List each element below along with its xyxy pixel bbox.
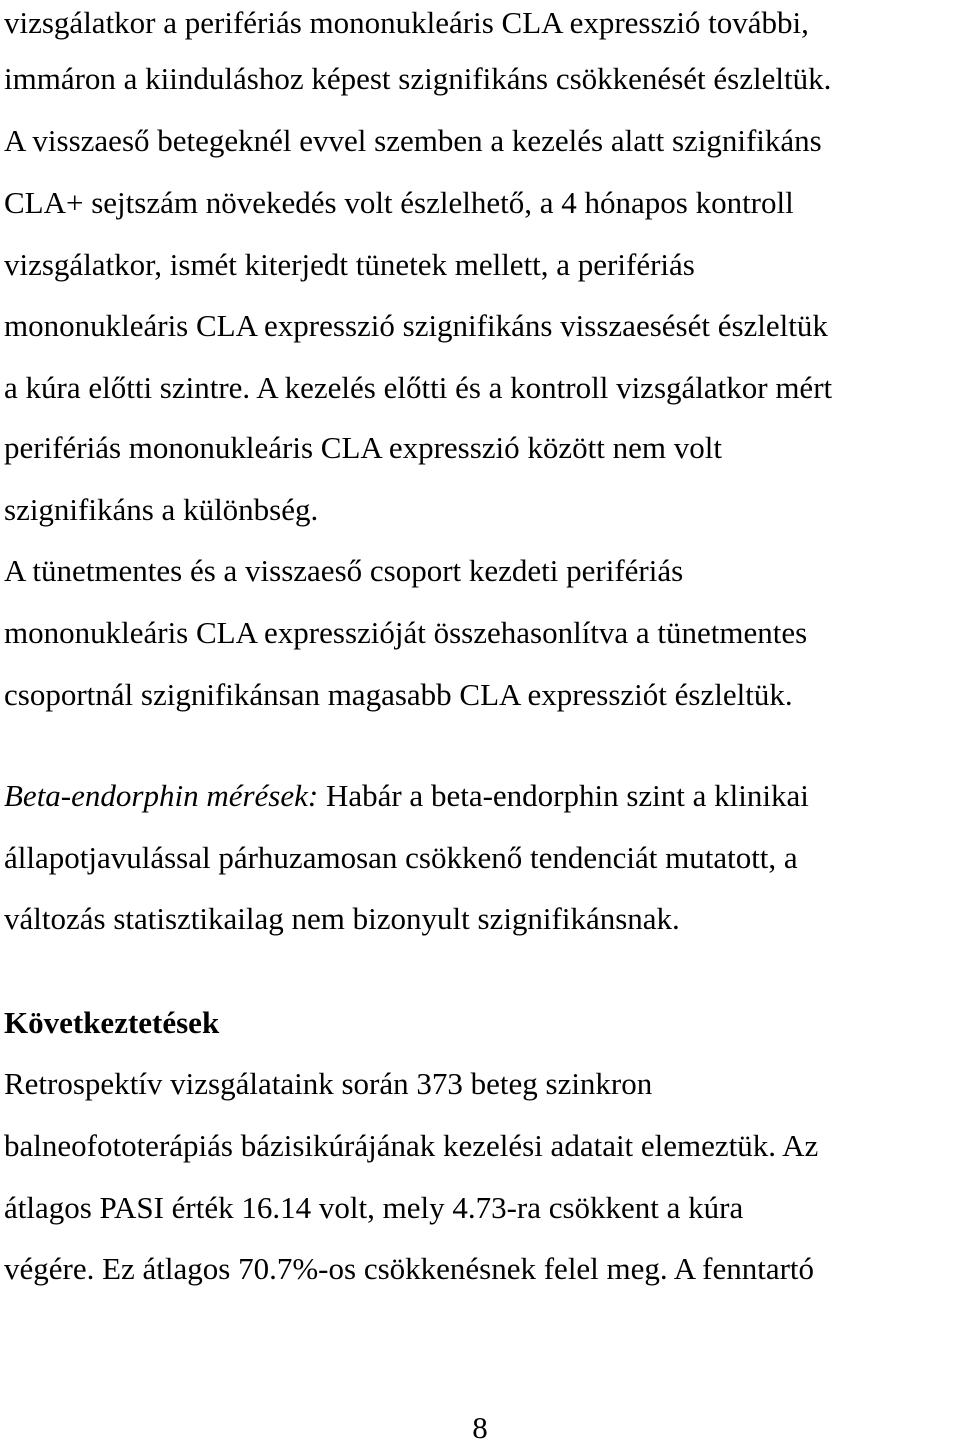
body-text-line: vizsgálatkor, ismét kiterjedt tünetek mellett, a perifériás	[4, 247, 695, 282]
subsection-lead: Beta-endorphin mérések:	[4, 778, 319, 813]
section-heading: Következtetések	[4, 1005, 220, 1040]
body-text-line: mononukleáris CLA expresszió szignifikáns visszaesését észleltük	[4, 308, 828, 343]
body-text-line: mononukleáris CLA expresszióját összehasonlítva a tünetmentes	[4, 615, 808, 650]
body-text-line: perifériás mononukleáris CLA expresszió között nem volt	[4, 430, 722, 465]
body-text-line: csoportnál szignifikánsan magasabb CLA expressziót észleltük.	[4, 677, 793, 712]
body-text-line: A visszaeső betegeknél evvel szemben a kezelés alatt szignifikáns	[4, 123, 822, 158]
body-text-line: szignifikáns a különbség.	[4, 492, 319, 527]
body-text-line: balneofototerápiás bázisikúrájának kezelési adatait elemeztük. Az	[4, 1128, 819, 1163]
body-text-line: végére. Ez átlagos 70.7%-os csökkenésnek felel meg. A fenntartó	[4, 1251, 815, 1286]
body-text-line: Retrospektív vizsgálataink során 373 beteg szinkron	[4, 1066, 653, 1101]
body-text-line	[4, 776, 809, 816]
body-text-line: állapotjavulással párhuzamosan csökkenő tendenciát mutatott, a	[4, 840, 798, 875]
body-text-line: A tünetmentes és a visszaeső csoport kezdeti perifériás	[4, 553, 684, 588]
body-text-line: változás statisztikailag nem bizonyult szignifikánsnak.	[4, 901, 680, 936]
body-text-line: átlagos PASI érték 16.14 volt, mely 4.73-ra csökkent a kúra	[4, 1190, 744, 1225]
body-text-line: immáron a kiinduláshoz képest szignifikáns csökkenését észleltük.	[4, 61, 832, 96]
body-text-line: vizsgálatkor a perifériás mononukleáris CLA expresszió további,	[4, 5, 809, 40]
body-text-line: CLA+ sejtszám növekedés volt észlelhető, a 4 hónapos kontroll	[4, 185, 794, 220]
page-number: 8	[472, 1410, 488, 1445]
body-text-line: a kúra előtti szintre. A kezelés előtti és a kontroll vizsgálatkor mért	[4, 370, 833, 405]
body-text: Habár a beta-endorphin szint a klinikai	[318, 778, 809, 813]
